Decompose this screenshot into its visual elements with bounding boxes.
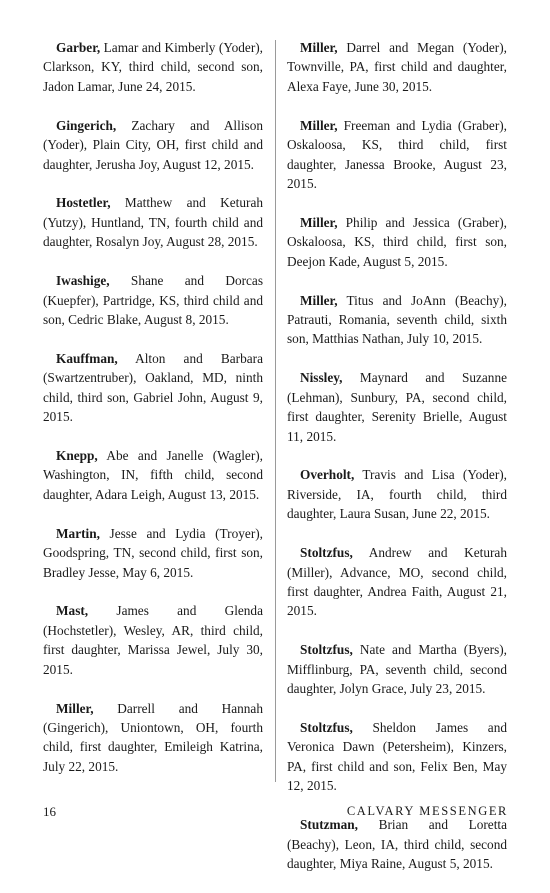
entry-surname: Miller, [300, 40, 338, 55]
birth-entry [43, 699, 263, 777]
entry-text: Philip and Jessica (Graber), Oskaloosa, KS, third child, first son, Deejon Kade, August 5, 2015. [287, 214, 507, 269]
entry-text: Andrew and Keturah (Miller), Advance, MO, second child, first daughter, Andrea Faith, August 21, 2015. [287, 545, 507, 619]
birth-entry [287, 116, 507, 194]
entry-text: James and Glenda (Hochstetler), Wesley, AR, third child, first daughter, Marissa Jewel, July 30, 2015. [43, 603, 263, 677]
birth-entry [43, 193, 263, 251]
birth-entry [287, 38, 507, 96]
column-divider [275, 40, 276, 782]
entry-text: Nate and Martha (Byers), Mifflinburg, PA, seventh child, second daughter, Jolyn Grace, July 23, 2015. [287, 642, 507, 697]
entry-surname: Stoltzfus, [300, 719, 353, 735]
entry-surname: Stoltzfus, [300, 545, 353, 561]
entry-surname: Knepp, [56, 448, 98, 463]
entry-text: Lamar and Kimberly (Yoder), Clarkson, KY, third child, second son, Jadon Lamar, June 24, 2015. [43, 40, 263, 94]
entry-text: Shane and Dorcas (Kuepfer), Partridge, KS, third child and son, Cedric Blake, August 8, 2015. [43, 273, 263, 327]
entry-text: Abe and Janelle (Wagler), Washington, IN, fifth child, second daughter, Adara Leigh, August 13, 2015. [43, 448, 263, 502]
entry-text: Titus and JoAnn (Beachy), Patrauti, Romania, seventh child, sixth son, Matthias Nathan, July 10, 2015. [287, 292, 507, 347]
entry-text: Travis and Lisa (Yoder), Riverside, IA, fourth child, third daughter, Laura Susan, June 22, 2015. [287, 467, 507, 522]
entry-text: Darrel and Megan (Yoder), Townville, PA, first child and daughter, Alexa Faye, June 30, 2015. [287, 40, 507, 94]
left-column [43, 38, 263, 796]
birth-entry [287, 213, 507, 271]
entry-surname: Kauffman, [56, 350, 118, 366]
birth-entry [43, 524, 263, 582]
entry-text: Alton and Barbara (Swartzentruber), Oakland, MD, ninth child, third son, Gabriel John, August 9, 2015. [43, 350, 263, 425]
entry-surname: Miller, [300, 292, 338, 308]
entry-surname: Mast, [56, 603, 89, 619]
birth-entry [43, 349, 263, 427]
entry-surname: Stoltzfus, [300, 642, 353, 658]
birth-entry [287, 368, 507, 446]
birth-entry [287, 291, 507, 349]
entry-surname: Martin, [56, 525, 100, 541]
birth-entry [287, 640, 507, 698]
entry-surname: Stutzman, [300, 817, 358, 833]
birth-entry [43, 38, 263, 96]
page-footer [43, 804, 508, 824]
birth-entry [43, 116, 263, 174]
entry-text: Brian and Loretta (Beachy), Leon, IA, third child, second daughter, Miya Raine, August 5, 2015. [287, 817, 507, 871]
birth-entry [43, 601, 263, 679]
birth-entry [43, 446, 263, 504]
entry-text: Freeman and Lydia (Graber), Oskaloosa, KS, third child, first daughter, Janessa Brooke, August 23, 2015. [287, 117, 507, 191]
entry-surname: Hostetler, [56, 195, 111, 211]
birth-entry [287, 465, 507, 523]
entry-text: Jesse and Lydia (Troyer), Goodspring, TN, second child, first son, Bradley Jesse, May 6, 2015. [43, 525, 263, 580]
entry-surname: Overholt, [300, 467, 355, 483]
birth-entry [287, 718, 507, 796]
entry-surname: Nissley, [300, 370, 343, 386]
entry-surname: Iwashige, [56, 273, 110, 289]
birth-entry [43, 271, 263, 329]
entry-text: Zachary and Allison (Yoder), Plain City, OH, first child and daughter, Jerusha Joy, August 12, 2015. [43, 117, 263, 172]
publication-title: CALVARY MESSENGER [346, 804, 508, 818]
birth-entry [287, 543, 507, 621]
right-column [287, 38, 507, 893]
entry-text: Sheldon James and Veronica Dawn (Petersheim), Kinzers, PA, first child and son, Felix Ben, May 12, 2015. [287, 719, 507, 794]
entry-surname: Miller, [300, 214, 338, 230]
page-number: 16 [43, 804, 56, 819]
entry-surname: Gingerich, [56, 117, 117, 133]
entry-surname: Garber, [56, 40, 101, 55]
entry-surname: Miller, [300, 117, 338, 133]
entry-text: Darrell and Hannah (Gingerich), Uniontown, OH, fourth child, first daughter, Emileigh Katrina, July 22, 2015. [43, 700, 263, 774]
entry-text: Maynard and Suzanne (Lehman), Sunbury, PA, second child, first daughter, Serenity Brielle, August 11, 2015. [287, 370, 507, 444]
entry-text: Matthew and Keturah (Yutzy), Huntland, TN, fourth child and daughter, Rosalyn Joy, August 28, 2015. [43, 195, 263, 250]
entry-surname: Miller, [56, 700, 94, 716]
